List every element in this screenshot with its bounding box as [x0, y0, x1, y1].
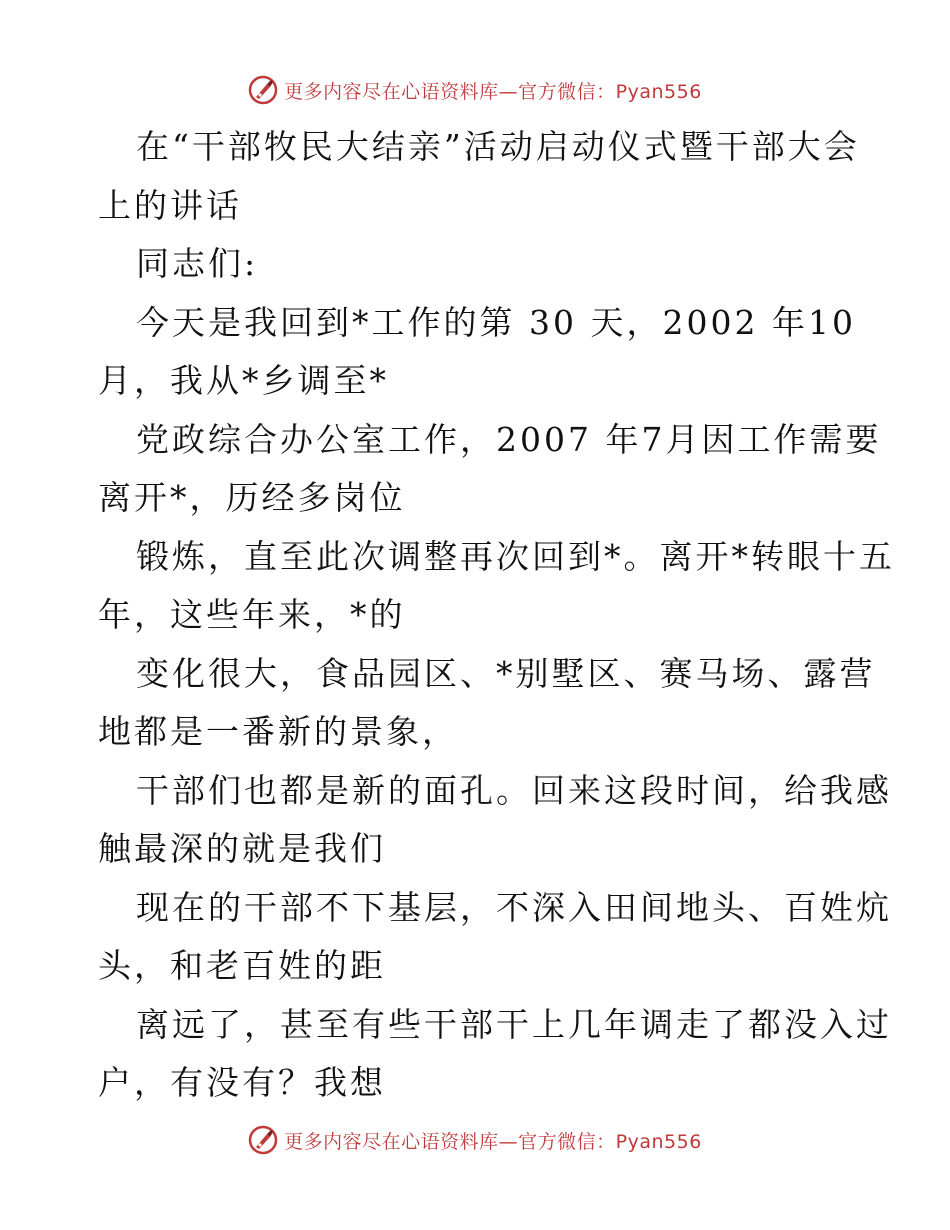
paragraph-line: 户，有没有？我想	[98, 1063, 386, 1102]
paragraph-line: 离开*，历经多岗位	[98, 478, 406, 517]
pen-nib-logo-icon	[248, 1125, 278, 1155]
paragraph-line: 锻炼，直至此次调整再次回到*。离开*转眼十五	[136, 536, 895, 576]
paragraph-line: 地都是一番新的景象，	[98, 712, 458, 751]
paragraph-line: 年，这些年来，*的	[98, 595, 406, 634]
paragraph-line: 头，和老百姓的距	[98, 946, 386, 985]
paragraph-line: 离远了，甚至有些干部干上几年调走了都没入过	[136, 1004, 892, 1044]
document-body	[98, 118, 895, 1113]
paragraph-line: 党政综合办公室工作，2007 年7月因工作需要	[136, 419, 882, 459]
paragraph-line: 变化很大，食品园区、*别墅区、赛马场、露营	[136, 653, 876, 693]
paragraph-line: 今天是我回到*工作的第 30 天，2002 年10	[136, 302, 856, 342]
header-banner	[0, 70, 950, 110]
title-line-1: 在“干部牧民大结亲”活动启动仪式暨干部大会	[136, 127, 860, 166]
paragraph-line: 现在的干部不下基层，不深入田间地头、百姓炕	[136, 887, 892, 927]
salutation: 同志们:	[136, 244, 259, 283]
paragraph-line: 月，我从*乡调至*	[98, 361, 389, 400]
footer-banner-text: 更多内容尽在心语资料库—官方微信：Pyan556	[284, 1130, 702, 1153]
paragraph-line: 触最深的就是我们	[98, 829, 386, 868]
pen-nib-logo-icon	[248, 75, 278, 105]
paragraph-line: 干部们也都是新的面孔。回来这段时间，给我感	[136, 770, 892, 810]
title-line-2: 上的讲话	[98, 185, 242, 225]
header-banner-text: 更多内容尽在心语资料库—官方微信：Pyan556	[284, 80, 702, 103]
footer-banner	[0, 1120, 950, 1160]
